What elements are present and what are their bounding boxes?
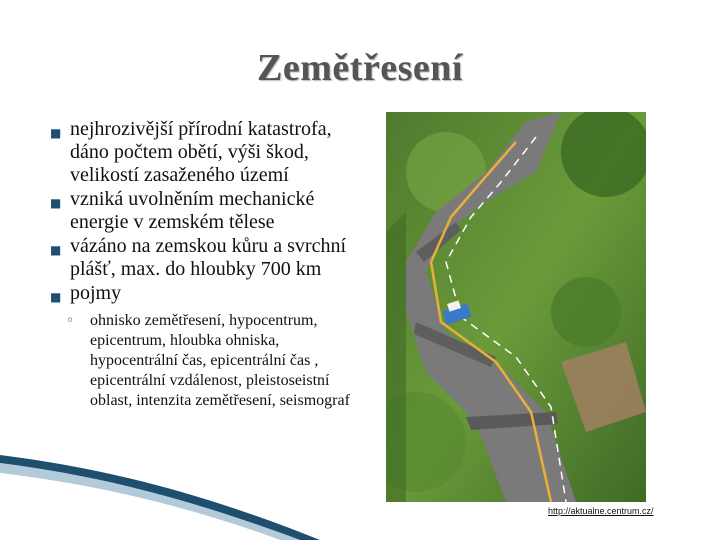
slide-title: Zemětřesení bbox=[257, 47, 463, 89]
bullet-item bbox=[50, 235, 360, 281]
bullet-text: vázáno na zemskou kůru a svrchní plášť, max. do hloubky 700 km bbox=[70, 235, 347, 280]
decorative-swoosh-icon bbox=[0, 455, 720, 540]
bullet-text: vzniká uvolněním mechanické energie v zemském tělese bbox=[70, 188, 315, 233]
earthquake-damaged-road-photo bbox=[386, 112, 646, 502]
square-bullet-icon: ■ bbox=[50, 243, 62, 257]
bullet-text: pojmy bbox=[70, 282, 122, 304]
circle-bullet-icon: ◦ bbox=[66, 313, 75, 329]
bullet-item bbox=[50, 118, 360, 187]
bullet-text: nejhrozivější přírodní katastrofa, dáno počtem obětí, výši škod, velikostí zasaženého území bbox=[70, 118, 332, 186]
image-credit-link[interactable]: http://aktualne.centrum.cz/ bbox=[548, 506, 654, 516]
square-bullet-icon: ■ bbox=[50, 126, 62, 140]
bullet-list bbox=[50, 118, 360, 411]
bullet-item bbox=[50, 282, 360, 305]
sub-bullet-item bbox=[50, 311, 370, 411]
square-bullet-icon: ■ bbox=[50, 290, 62, 304]
bullet-item bbox=[50, 188, 360, 234]
sub-bullet-text: ohnisko zemětřesení, hypocentrum, epicentrum, hloubka ohniska, hypocentrální čas, epicentrální čas , epicentrální vzdálenost, pleistoseistní oblast, intenzita zemětřesení, seismograf bbox=[90, 312, 350, 409]
square-bullet-icon: ■ bbox=[50, 196, 62, 210]
